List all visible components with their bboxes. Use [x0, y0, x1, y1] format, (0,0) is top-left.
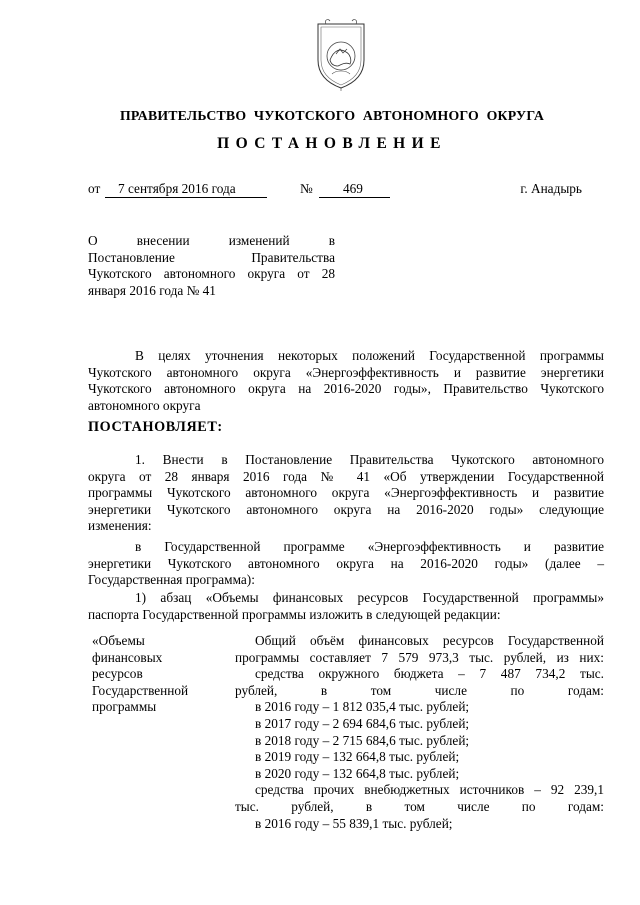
- subject-line: Чукотского автономного округа от 28: [88, 266, 335, 282]
- preamble-line: Чукотского автономного округа на 2016-2020 годы», Правительство Чукотского: [88, 381, 604, 397]
- table-label-line: программы: [92, 699, 157, 715]
- document-city: г. Анадырь: [520, 181, 582, 196]
- preamble: [88, 348, 604, 414]
- number-underline: [319, 197, 390, 198]
- document-type-title: ПОСТАНОВЛЕНИЕ: [217, 135, 447, 152]
- table-content-line: рублей, в том числе по годам:: [235, 682, 604, 698]
- table-content-line: Общий объём финансовых ресурсов Государственной: [255, 633, 604, 648]
- table-content-line: средства прочих внебюджетных источников – 92 239,1: [255, 782, 604, 798]
- table-content-line: в 2019 году – 132 664,8 тыс. рублей;: [255, 749, 460, 765]
- table-label-line: финансовых: [92, 649, 163, 665]
- item-line: 1. Внести в Постановление Правительства Чукотского автономного: [135, 452, 604, 467]
- document-date: 7 сентября 2016 года: [118, 181, 236, 196]
- subject-line: января 2016 года № 41: [88, 282, 216, 298]
- subject-line: Постановление Правительства: [88, 249, 335, 265]
- table-label-line: ресурсов: [92, 666, 143, 682]
- date-prefix: от: [88, 181, 101, 196]
- item-line: паспорта Государственной программы изложить в следующей редакции:: [88, 606, 501, 622]
- table-content-line: в 2016 году – 1 812 035,4 тыс. рублей;: [255, 699, 470, 715]
- table-label-line: Государственной: [92, 682, 189, 698]
- item-paragraph: [88, 590, 604, 623]
- table-content-line: программы составляет 7 579 973,3 тыс. рублей, из них:: [235, 649, 604, 665]
- item-line: Государственная программа):: [88, 572, 255, 588]
- item-1: [88, 452, 604, 535]
- item-line: энергетики Чукотского автономного округа на 2016-2020 годы» следующие: [88, 501, 604, 517]
- item-program: [88, 539, 604, 589]
- item-line: в Государственной программе «Энергоэффективность и развитие: [135, 539, 604, 554]
- financing-table-content: [235, 633, 604, 832]
- number-prefix: №: [300, 181, 313, 196]
- preamble-line: В целях уточнения некоторых положений Государственной программы: [135, 348, 604, 363]
- table-content-line: в 2016 году – 55 839,1 тыс. рублей;: [255, 815, 453, 831]
- item-line: программы Чукотского автономного округа «Энергоэффективность и развитие: [88, 485, 604, 501]
- date-underline: [105, 197, 267, 198]
- table-content-line: средства окружного бюджета – 7 487 734,2 тыс.: [255, 666, 604, 682]
- preamble-line: Чукотского автономного округа «Энергоэффективность и развитие энергетики: [88, 364, 604, 380]
- table-content-line: в 2020 году – 132 664,8 тыс. рублей;: [255, 765, 460, 781]
- preamble-line: автономного округа: [88, 397, 201, 413]
- government-title: ПРАВИТЕЛЬСТВО ЧУКОТСКОГО АВТОНОМНОГО ОКРУГА: [119, 108, 545, 123]
- subject-line: О внесении изменений в: [88, 233, 335, 248]
- table-content-line: в 2017 году – 2 694 684,6 тыс. рублей;: [255, 715, 470, 731]
- item-line: 1) абзац «Объемы финансовых ресурсов Государственной программы»: [135, 590, 604, 605]
- date-number-row: [88, 181, 584, 201]
- coat-of-arms-emblem: [312, 16, 370, 92]
- table-content-line: тыс. рублей, в том числе по годам:: [235, 798, 604, 814]
- financing-table-label: [92, 633, 230, 716]
- resolves-heading: ПОСТАНОВЛЯЕТ:: [88, 419, 223, 435]
- item-line: изменения:: [88, 518, 152, 534]
- document-subject: [88, 233, 335, 299]
- table-content-line: в 2018 году – 2 715 684,6 тыс. рублей;: [255, 732, 470, 748]
- document-number: 469: [343, 181, 363, 196]
- table-label-line: «Объемы: [92, 633, 145, 648]
- item-line: округа от 28 января 2016 года № 41 «Об утверждении Государственной: [88, 468, 604, 484]
- item-line: энергетики Чукотского автономного округа на 2016-2020 годы» (далее –: [88, 555, 604, 571]
